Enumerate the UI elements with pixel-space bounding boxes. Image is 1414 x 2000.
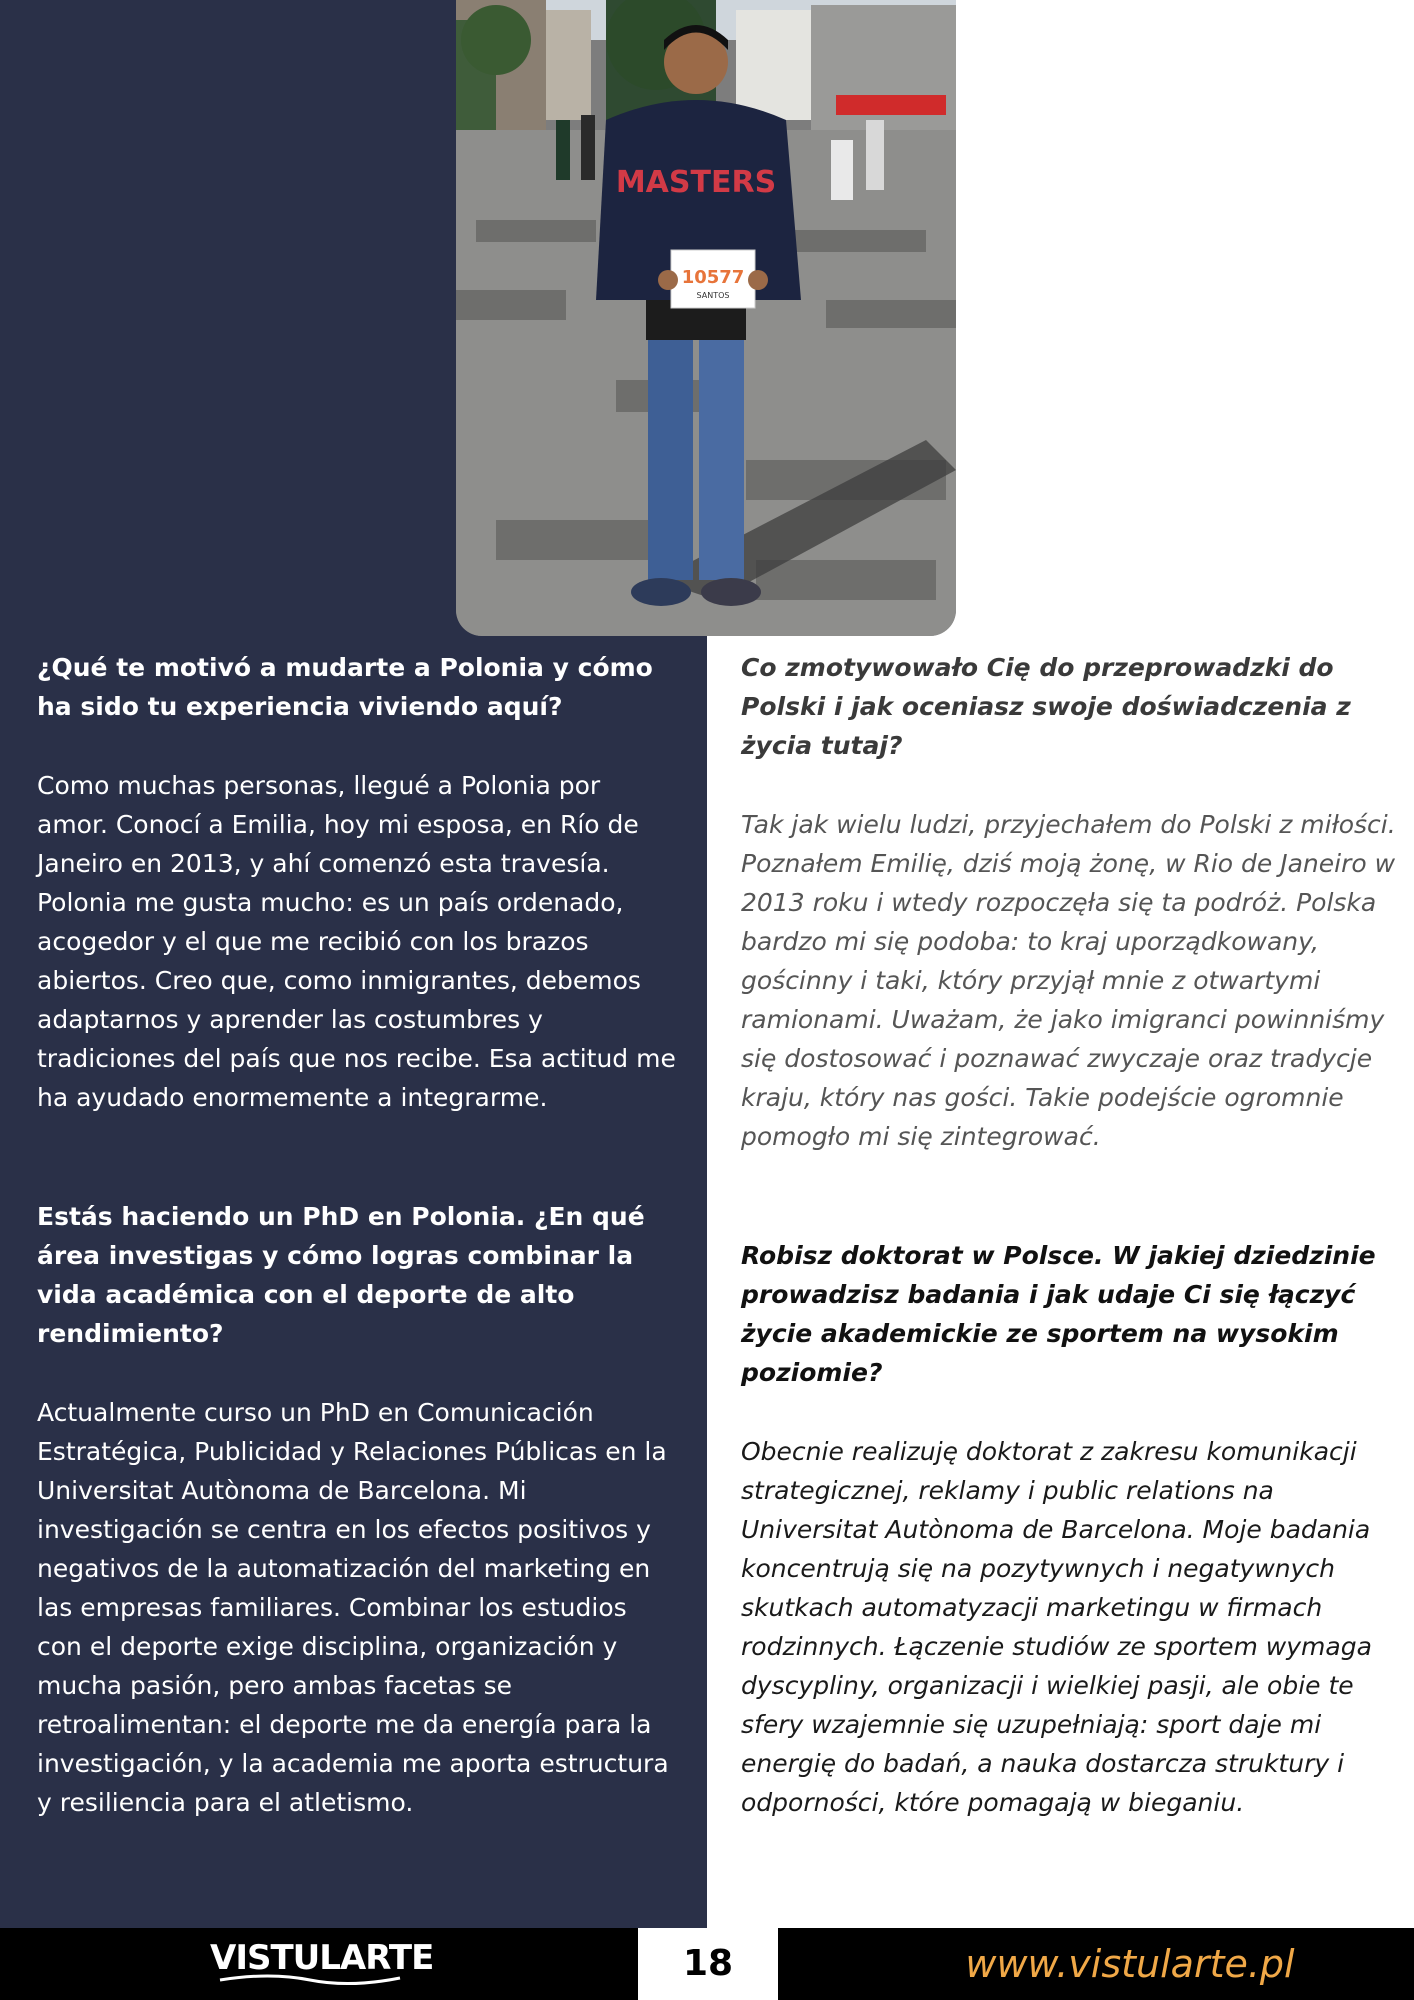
website-link[interactable]: www.vistularte.pl [965,1942,1295,1986]
vistularte-logo [210,1936,434,1992]
polish-question-1: Co zmotywowało Cię do przeprowadzki do Polski i jak oceniasz swoje doświadczenia z życia tutaj? [741,653,1351,760]
page-footer [0,1928,1414,2000]
spanish-answer-1: Como muchas personas, llegué a Polonia por amor. Conocí a Emilia, hoy mi esposa, en Río de Janeiro en 2013, y ahí comenzó esta travesía. Polonia me gusta mucho: es un país ordenado, acogedor y el que me recibió con los brazos abiertos. Creo que, como inmigrantes, debemos adaptarnos y aprender las costumbres y tradiciones del país que nos recibe. Esa actitud me ha ayudado enormemente a integrarme. [37,771,676,1112]
spanish-answer-2: Actualmente curso un PhD en Comunicación Estratégica, Publicidad y Relaciones Públicas en la Universitat Autònoma de Barcelona. Mi investigación se centra en los efectos positivos y negativos de la automatización del marketing en las empresas familiares. Combinar los estudios con el deporte exige disciplina, organización y mucha pasión, pero ambas facetas se retroalimentan: el deporte me da energía para la investigación, y la academia me aporta estructura y resiliencia para el atletismo. [37,1398,669,1817]
vistularte-logo-text: VISTULARTE [210,1938,434,1978]
polish-question-2: Robisz doktorat w Polsce. W jakiej dziedzinie prowadzisz badania i jak udaje Ci się łączyć życie akademickie ze sportem na wysokim poziomie? [741,1241,1376,1387]
bib-name: SANTOS [696,291,730,300]
bib-number: 10577 [681,267,745,288]
runner-photo [456,0,956,636]
spanish-column [37,648,677,1822]
page-number: 18 [638,1928,778,2000]
runner-photo-illustration [456,0,956,636]
logo-swoosh-icon [210,1972,410,1988]
spanish-question-2: Estás haciendo un PhD en Polonia. ¿En qué área investigas y cómo logras combinar la vida académica con el deporte de alto rendimiento? [37,1202,645,1348]
polish-answer-1: Tak jak wielu ludzi, przyjechałem do Polski z miłości. Poznałem Emilię, dziś moją żonę, w Rio de Janeiro w 2013 roku i wtedy rozpoczęła się ta podróż. Polska bardzo mi się podoba: to kraj uporządkowany, gościnny i taki, który przyjął mnie z otwartymi ramionami. Uważam, że jako imigranci powinniśmy się dostosować i poznawać zwyczaje oraz tradycje kraju, który nas gości. Takie podejście ogromnie pomogło mi się zintegrować. [741,810,1396,1151]
polish-answer-2: Obecnie realizuję doktorat z zakresu komunikacji strategicznej, reklamy i public relations na Universitat Autònoma de Barcelona. Moje badania koncentrują się na pozytywnych i negatywnych skutkach automatyzacji marketingu w firmach rodzinnych. Łączenie studiów ze sportem wymaga dyscypliny, organizacji i wielkiej pasji, ale obie te sfery wzajemnie się uzupełniają: sport daje mi energię do badań, a nauka dostarcza struktury i odporności, które pomagają w bieganiu. [741,1437,1372,1817]
spanish-question-1: ¿Qué te motivó a mudarte a Polonia y cómo ha sido tu experiencia viviendo aquí? [37,653,653,721]
hoodie-text: MASTERS [615,165,777,200]
polish-column [741,648,1401,1822]
